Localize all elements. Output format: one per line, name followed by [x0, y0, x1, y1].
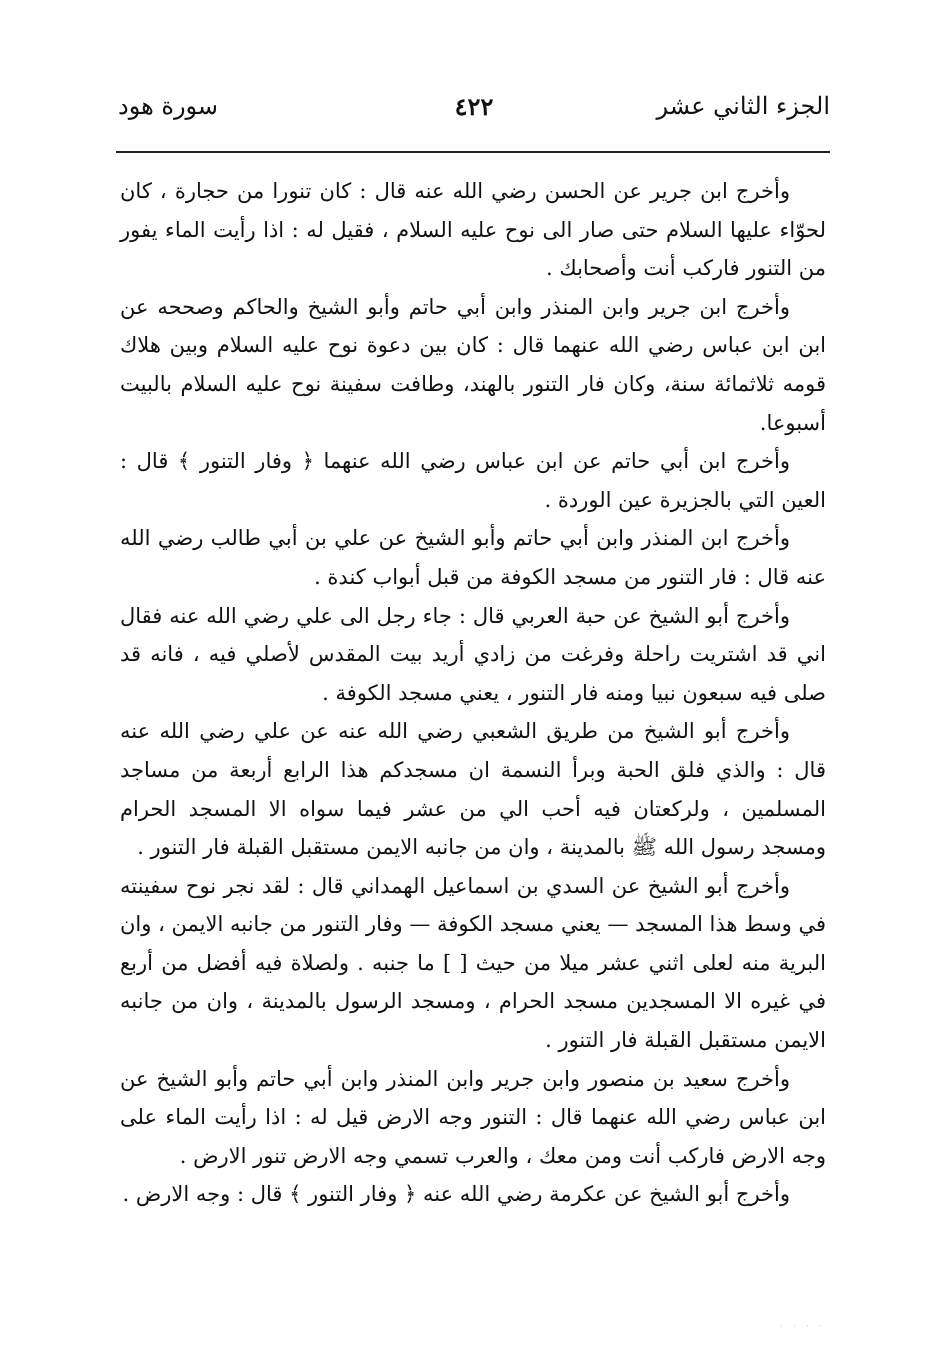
- header-rule: [116, 151, 830, 153]
- paragraph: وأخرج أبو الشيخ من طريق الشعبي رضي الله عنه عن علي رضي الله عنه قال : والذي فلق الحبة وبرأ النسمة ان مسجدكم هذا الرابع أربعة من مساجد المسلمين ، ولركعتان فيه أحب الي من عشر فيما سواه الا المسجد الحرام ومسجد رسول الله ﷺ بالمدينة ، وان من جانبه الايمن مستقبل القبلة فار التنور .: [120, 719, 826, 860]
- paragraph: وأخرج ابن جرير وابن المنذر وابن أبي حاتم وأبو الشيخ والحاكم وصححه عن ابن ابن عباس رضي الله عنهما قال : كان بين دعوة نوح عليه السلام وبين هلاك قومه ثلاثمائة سنة، وكان فار التنور بالهند، وطافت سفينة نوح عليه السلام بالبيت أسبوعا.: [120, 294, 826, 435]
- running-head-part: الجزء الثاني عشر: [656, 92, 830, 120]
- scan-specks: · · · ·: [780, 1322, 826, 1331]
- paragraph: وأخرج ابن المنذر وابن أبي حاتم وأبو الشيخ عن علي بن أبي طالب رضي الله عنه قال : فار التنور من مسجد الكوفة من قبل أبواب كندة .: [120, 526, 826, 589]
- paragraph: وأخرج ابن أبي حاتم عن ابن عباس رضي الله عنهما ﴿ وفار التنور ﴾ قال : العين التي بالجزيرة عين الوردة .: [120, 449, 826, 512]
- paragraph: وأخرج أبو الشيخ عن عكرمة رضي الله عنه ﴿ وفار التنور ﴾ قال : وجه الارض .: [122, 1182, 790, 1207]
- paragraph: وأخرج سعيد بن منصور وابن جرير وابن المنذر وابن أبي حاتم وأبو الشيخ عن ابن عباس رضي الله عنهما قال : التنور وجه الارض قيل له : اذا رأيت الماء على وجه الارض فاركب أنت ومن معك ، والعرب تسمي وجه الارض تنور الارض .: [120, 1066, 826, 1168]
- paragraph: وأخرج ابن جرير عن الحسن رضي الله عنه قال : كان تنورا من حجارة ، كان لحوّاء عليها السلام حتى صار الى نوح عليه السلام ، فقيل له : اذا رأيت الماء يفور من التنور فاركب أنت وأصحابك .: [120, 179, 826, 281]
- page-number: ٤٢٢: [454, 92, 494, 121]
- page-header: [118, 92, 830, 136]
- paragraph: وأخرج أبو الشيخ عن السدي بن اسماعيل الهمداني قال : لقد نجر نوح سفينته في وسط هذا المسجد — يعني مسجد الكوفة — وفار التنور من جانبه الايمن ، وان البرية منه لعلى اثني عشر ميلا من حيث [ ] ما جنبه . ولصلاة فيه أفضل من أربع في غيره الا المسجدين مسجد الحرام ، ومسجد الرسول بالمدينة ، وان من جانبه الايمن مستقبل القبلة فار التنور .: [120, 873, 826, 1053]
- running-head-surah: سورة هود: [118, 92, 219, 120]
- paragraph: وأخرج أبو الشيخ عن حبة العربي قال : جاء رجل الى علي رضي الله عنه فقال اني قد اشتريت راحلة وفرغت من زادي أريد بيت المقدس لأصلي فيه ، فانه قد صلى فيه سبعون نبيا ومنه فار التنور ، يعني مسجد الكوفة .: [120, 603, 826, 705]
- page-body: [120, 172, 826, 1214]
